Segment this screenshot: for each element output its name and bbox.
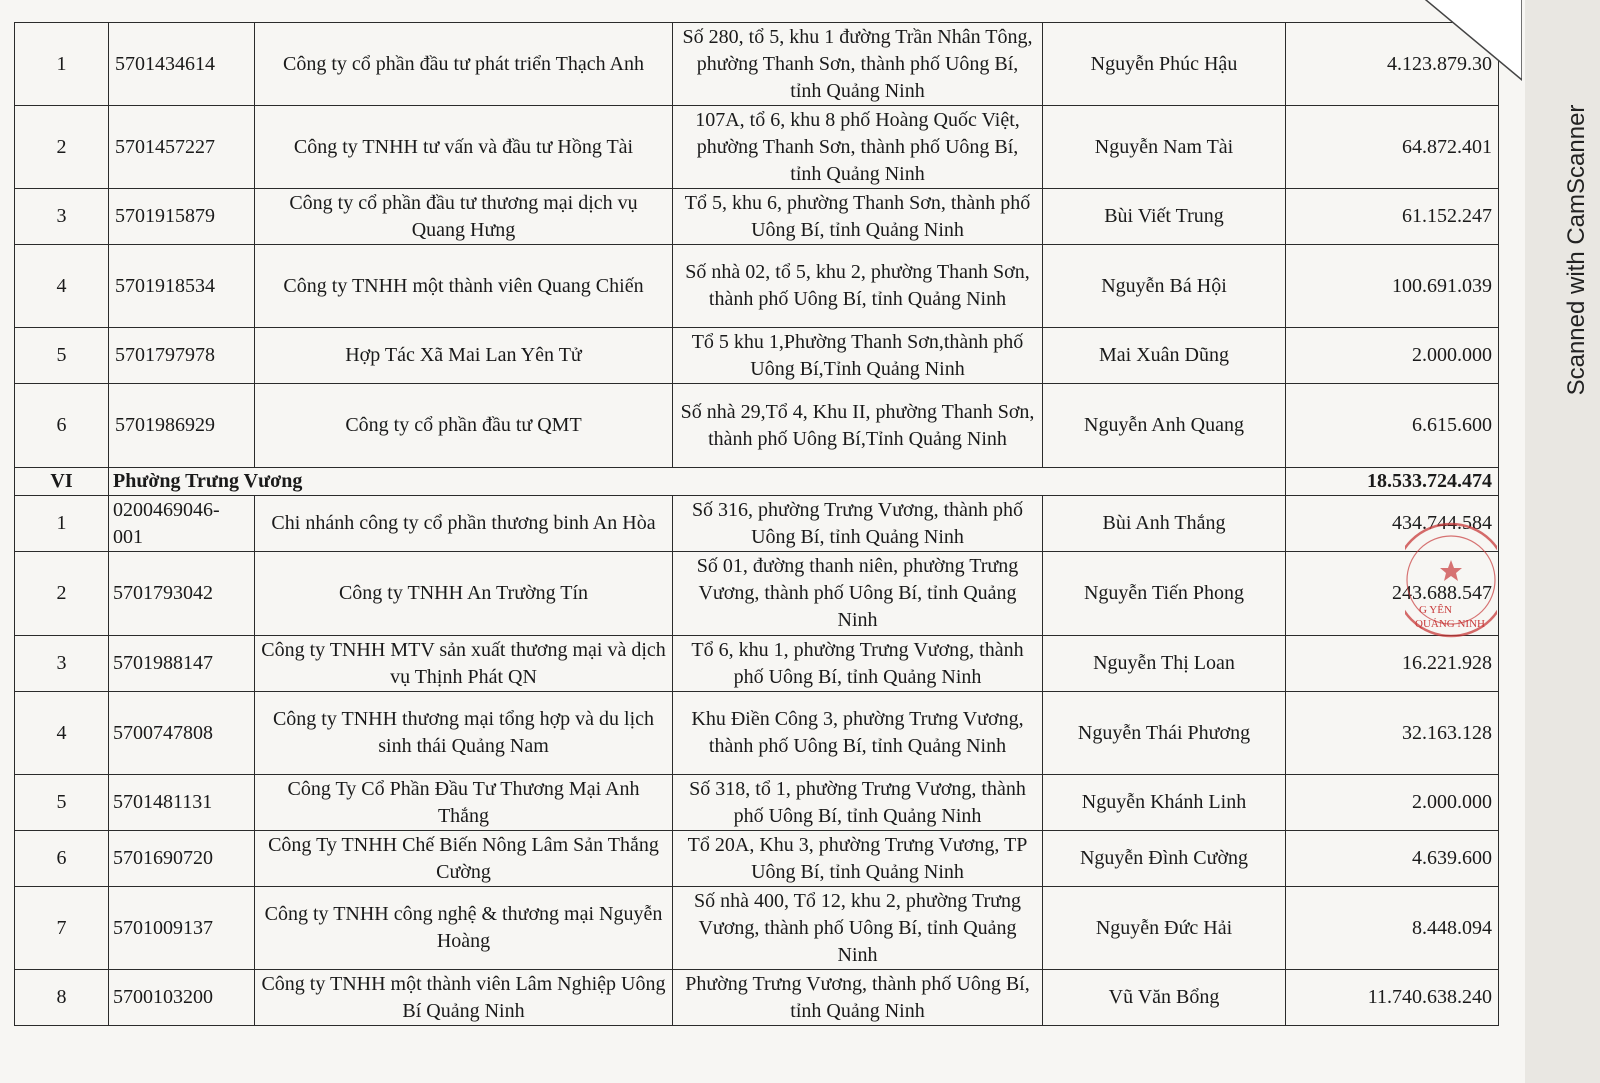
debt-amount: 32.163.128: [1286, 692, 1499, 775]
company-name: Công ty TNHH một thành viên Quang Chiến: [255, 245, 673, 328]
row-number: 5: [15, 775, 109, 831]
row-number: 5: [15, 328, 109, 384]
tax-code: 5701457227: [109, 106, 255, 189]
row-number: 1: [15, 496, 109, 552]
table-row: [15, 189, 1499, 245]
table-row: [15, 245, 1499, 328]
legal-representative: Nguyễn Đình Cường: [1043, 831, 1286, 887]
company-address: Số 316, phường Trưng Vương, thành phố Uông Bí, tỉnh Quảng Ninh: [673, 496, 1043, 552]
row-number: 4: [15, 692, 109, 775]
legal-representative: Nguyễn Thị Loan: [1043, 636, 1286, 692]
debt-amount: 11.740.638.240: [1286, 970, 1499, 1026]
debt-amount: 434.744.584: [1286, 496, 1499, 552]
row-number: 2: [15, 106, 109, 189]
debt-amount: 8.448.094: [1286, 887, 1499, 970]
company-name: Công ty TNHH tư vấn và đầu tư Hồng Tài: [255, 106, 673, 189]
company-name: Công ty cổ phần đầu tư phát triển Thạch Anh: [255, 23, 673, 106]
row-number: 4: [15, 245, 109, 328]
legal-representative: Bùi Viết Trung: [1043, 189, 1286, 245]
company-name: Công ty TNHH An Trường Tín: [255, 552, 673, 636]
tax-code: 5701915879: [109, 189, 255, 245]
section-title: Phường Trưng Vương: [109, 468, 1286, 496]
row-number: 7: [15, 887, 109, 970]
debt-amount: 6.615.600: [1286, 384, 1499, 468]
table-row: [15, 887, 1499, 970]
row-number: 3: [15, 636, 109, 692]
company-name: Công Ty Cổ Phần Đầu Tư Thương Mại Anh Thắng: [255, 775, 673, 831]
company-address: Số 01, đường thanh niên, phường Trưng Vương, thành phố Uông Bí, tỉnh Quảng Ninh: [673, 552, 1043, 636]
company-name: Công Ty TNHH Chế Biến Nông Lâm Sản Thắng Cường: [255, 831, 673, 887]
company-name: Công ty TNHH MTV sản xuất thương mại và dịch vụ Thịnh Phát QN: [255, 636, 673, 692]
tax-code: 5700103200: [109, 970, 255, 1026]
legal-representative: Vũ Văn Bổng: [1043, 970, 1286, 1026]
company-name: Công ty cổ phần đầu tư thương mại dịch vụ Quang Hưng: [255, 189, 673, 245]
table-row: [15, 106, 1499, 189]
tax-code: 5701918534: [109, 245, 255, 328]
legal-representative: Nguyễn Nam Tài: [1043, 106, 1286, 189]
legal-representative: Nguyễn Phúc Hậu: [1043, 23, 1286, 106]
table-row: [15, 831, 1499, 887]
section-total-amount: 18.533.724.474: [1286, 468, 1499, 496]
tax-code: 5701797978: [109, 328, 255, 384]
debt-amount: 4.123.879.30: [1286, 23, 1499, 106]
table-row: [15, 328, 1499, 384]
section-number: VI: [15, 468, 109, 496]
table-row: [15, 23, 1499, 106]
legal-representative: Mai Xuân Dũng: [1043, 328, 1286, 384]
tax-code: 5701690720: [109, 831, 255, 887]
company-address: Tổ 5, khu 6, phường Thanh Sơn, thành phố Uông Bí, tỉnh Quảng Ninh: [673, 189, 1043, 245]
tax-debt-table: [14, 22, 1499, 1026]
official-seal-stamp: [1405, 515, 1497, 645]
legal-representative: Nguyễn Anh Quang: [1043, 384, 1286, 468]
legal-representative: Nguyễn Đức Hải: [1043, 887, 1286, 970]
row-number: 3: [15, 189, 109, 245]
legal-representative: Nguyễn Thái Phương: [1043, 692, 1286, 775]
row-number: 8: [15, 970, 109, 1026]
tax-code: 5701986929: [109, 384, 255, 468]
company-address: Số nhà 29,Tổ 4, Khu II, phường Thanh Sơn, thành phố Uông Bí,Tỉnh Quảng Ninh: [673, 384, 1043, 468]
company-address: Tổ 5 khu 1,Phường Thanh Sơn,thành phố Uông Bí,Tỉnh Quảng Ninh: [673, 328, 1043, 384]
row-number: 1: [15, 23, 109, 106]
debt-amount: 16.221.928: [1286, 636, 1499, 692]
stamp-text-bottom: QUẢNG NINH: [1415, 618, 1485, 630]
debt-amount: 4.639.600: [1286, 831, 1499, 887]
debt-amount: 64.872.401: [1286, 106, 1499, 189]
company-name: Công ty TNHH một thành viên Lâm Nghiệp Uông Bí Quảng Ninh: [255, 970, 673, 1026]
section-row: [15, 468, 1499, 496]
company-address: Tổ 20A, Khu 3, phường Trưng Vương, TP Uông Bí, tỉnh Quảng Ninh: [673, 831, 1043, 887]
tax-code: 5701793042: [109, 552, 255, 636]
table-row: [15, 636, 1499, 692]
company-address: 107A, tổ 6, khu 8 phố Hoàng Quốc Việt, phường Thanh Sơn, thành phố Uông Bí, tỉnh Quảng Ninh: [673, 106, 1043, 189]
table-row: [15, 775, 1499, 831]
legal-representative: Nguyễn Bá Hội: [1043, 245, 1286, 328]
legal-representative: Nguyễn Khánh Linh: [1043, 775, 1286, 831]
company-name: Công ty TNHH thương mại tổng hợp và du lịch sinh thái Quảng Nam: [255, 692, 673, 775]
table-row: [15, 552, 1499, 636]
debt-amount: 61.152.247: [1286, 189, 1499, 245]
row-number: 6: [15, 384, 109, 468]
company-address: Khu Điền Công 3, phường Trưng Vương, thành phố Uông Bí, tỉnh Quảng Ninh: [673, 692, 1043, 775]
debt-amount: 243.688.547: [1286, 552, 1499, 636]
company-address: Phường Trưng Vương, thành phố Uông Bí, tỉnh Quảng Ninh: [673, 970, 1043, 1026]
tax-code: 5701988147: [109, 636, 255, 692]
tax-code: 5700747808: [109, 692, 255, 775]
company-name: Công ty TNHH công nghệ & thương mại Nguyễn Hoàng: [255, 887, 673, 970]
stamp-text-top: G YÊN: [1419, 604, 1452, 616]
page-corner-fold: [1402, 0, 1522, 100]
table-body: [15, 23, 1499, 1026]
company-address: Số 280, tổ 5, khu 1 đường Trần Nhân Tông, phường Thanh Sơn, thành phố Uông Bí, tỉnh Quảng Ninh: [673, 23, 1043, 106]
row-number: 2: [15, 552, 109, 636]
company-address: Số 318, tổ 1, phường Trưng Vương, thành phố Uông Bí, tỉnh Quảng Ninh: [673, 775, 1043, 831]
table-row: [15, 970, 1499, 1026]
company-name: Hợp Tác Xã Mai Lan Yên Tử: [255, 328, 673, 384]
debt-amount: 2.000.000: [1286, 775, 1499, 831]
company-address: Số nhà 400, Tổ 12, khu 2, phường Trưng Vương, thành phố Uông Bí, tỉnh Quảng Ninh: [673, 887, 1043, 970]
tax-code: 5701481131: [109, 775, 255, 831]
row-number: 6: [15, 831, 109, 887]
table-row: [15, 384, 1499, 468]
debt-amount: 2.000.000: [1286, 328, 1499, 384]
company-address: Tổ 6, khu 1, phường Trưng Vương, thành phố Uông Bí, tỉnh Quảng Ninh: [673, 636, 1043, 692]
company-name: Công ty cổ phần đầu tư QMT: [255, 384, 673, 468]
table-row: [15, 496, 1499, 552]
company-address: Số nhà 02, tổ 5, khu 2, phường Thanh Sơn, thành phố Uông Bí, tỉnh Quảng Ninh: [673, 245, 1043, 328]
debt-amount: 100.691.039: [1286, 245, 1499, 328]
scanner-watermark: Scanned with CamScanner: [1563, 104, 1590, 396]
legal-representative: Nguyễn Tiến Phong: [1043, 552, 1286, 636]
legal-representative: Bùi Anh Thắng: [1043, 496, 1286, 552]
company-name: Chi nhánh công ty cổ phần thương binh An Hòa: [255, 496, 673, 552]
tax-code: 0200469046-001: [109, 496, 255, 552]
tax-code: 5701434614: [109, 23, 255, 106]
table-row: [15, 692, 1499, 775]
tax-code: 5701009137: [109, 887, 255, 970]
